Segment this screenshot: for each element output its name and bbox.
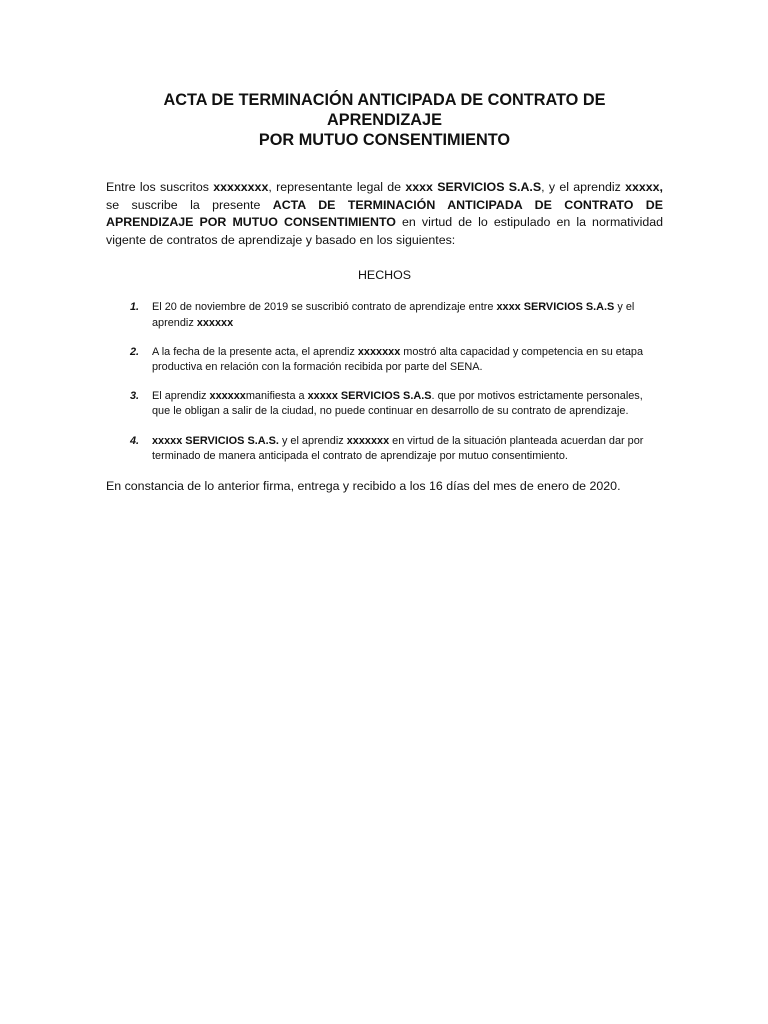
fact-item-2 [106,345,663,375]
document-title [106,90,663,150]
intro-text-3: , y el aprendiz [541,180,626,194]
facts-list [106,300,663,464]
fact-apprentice: xxxxxxx [357,345,401,358]
intro-legal-rep: xxxxxxxx [213,180,269,194]
fact-text: El aprendiz [152,390,210,403]
fact-company: xxxxx SERVICIOS S.A.S. [152,434,279,447]
fact-text: A la fecha de la presente acta, el aprendiz [152,345,358,358]
fact-item-3 [106,389,663,419]
fact-number: 1. [130,301,140,314]
title-line-1: ACTA DE TERMINACIÓN ANTICIPADA DE CONTRATO DE [163,91,606,109]
closing-statement: En constancia de lo anterior firma, entrega y recibido a los 16 días del mes de enero de 2020. [106,479,621,493]
fact-company: xxxx SERVICIOS S.A.S [496,301,615,314]
fact-item-1 [106,300,663,330]
fact-company: xxxxx SERVICIOS S.A.S [307,390,432,403]
section-heading-hechos: HECHOS [357,268,411,283]
fact-number: 4. [130,434,140,447]
fact-text: mostró alta capacidad y competencia en su etapa productiva en relación con la formación recibida por parte del SENA. [152,345,644,373]
intro-text-4: se suscribe la presente [106,197,273,212]
intro-act-name: ACTA DE TERMINACIÓN ANTICIPADA DE CONTRATO DE APRENDIZAJE POR MUTUO CONSENTIMIENTO [106,197,663,230]
fact-apprentice: xxxxxx [209,390,246,403]
fact-item-4 [106,434,663,464]
fact-apprentice: xxxxxx [196,316,234,329]
fact-number: 2. [130,345,140,358]
fact-text: manifiesta a [245,390,308,403]
intro-paragraph [106,179,663,249]
fact-text: en virtud de la situación planteada acuerdan dar por terminado de manera anticipada el contrato de aprendizaje por mutuo consentimiento. [152,434,644,462]
intro-text-1: Entre los suscritos [106,180,214,194]
fact-text: . que por motivos estrictamente personales, que le obligan a salir de la ciudad, no puede continuar en desarrollo de su contrato de aprendizaje. [152,390,643,418]
fact-text: y el aprendiz [278,434,347,447]
title-line-2: APRENDIZAJE [327,111,442,129]
intro-company: xxxx SERVICIOS S.A.S [405,180,542,194]
intro-text-5: en virtud de lo estipulado en la normatividad vigente de contratos de aprendizaje y basado en los siguientes: [106,215,663,247]
intro-text-2: , representante legal de [268,180,406,194]
fact-text: El 20 de noviembre de 2019 se suscribió contrato de aprendizaje entre [152,301,497,314]
fact-text: y el aprendiz [152,301,635,329]
fact-apprentice: xxxxxxx [346,434,390,447]
title-line-3: POR MUTUO CONSENTIMIENTO [258,131,511,149]
intro-apprentice: xxxxx, [625,180,663,194]
fact-number: 3. [130,390,140,403]
